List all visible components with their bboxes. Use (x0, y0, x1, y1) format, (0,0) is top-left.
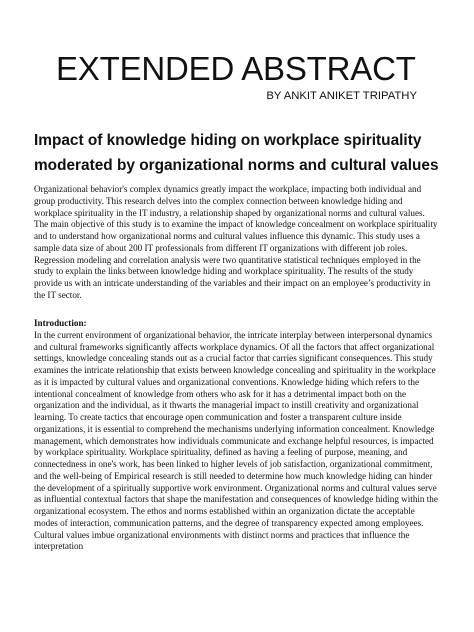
introduction-section (34, 318, 440, 553)
document-title: EXTENDED ABSTRACT (56, 50, 416, 87)
abstract-paragraph: Organizational behavior's complex dynamics greatly impact the workplace, impacting both individual and group productivity. This research delves into the complex connection between knowledge hiding and workplace spirituality in the IT industry, a relationship shaped by organizational norms and cultural values. The main objective of this study is to examine the impact of knowledge concealment on workplace spirituality and to understand how organizational norms and cultural values influence this dynamic. This study uses a sample data size of about 200 IT professionals from different IT organizations with different job roles. Regression modeling and correlation analysis were two quantitative statistical techniques employed in the study to explain the links between knowledge hiding and workplace spirituality. The results of the study provide us with an intricate understanding of the variables and their impact on an employee’s productivity in the IT sector. (34, 184, 438, 300)
introduction-heading: Introduction: (34, 318, 87, 328)
introduction-paragraph: In the current environment of organizational behavior, the intricate interplay between interpersonal dynamics and cultural frameworks significantly affects workplace dynamics. Of all the factors that affect organizational settings, knowledge concealing stands out as a crucial factor that carries significant consequences. This study examines the intricate relationship that exists between knowledge concealing and spirituality in the workplace as it is impacted by cultural values and organizational conventions. Knowledge hiding which refers to the intentional concealment of knowledge from others who ask for it has a detrimental impact both on the organization and the individual, as it thwarts the managerial impact to instill creativity and organizational learning. To create tactics that encourage open communication and foster a transparent culture inside organizations, it is essential to comprehend the mechanisms underlying information concealment. Knowledge management, which demonstrates how individuals communicate and exchange helpful resources, is impacted by workplace spirituality. Workplace spirituality, defined as having a feeling of purpose, meaning, and connectedness in one's work, has been linked to higher levels of job satisfaction, organizational commitment, and the well-being of Empirical research is still needed to determine how much knowledge hiding can hinder the development of a spiritually supportive work environment. Organizational norms and cultural values serve as influential contextual factors that shape the manifestation and consequences of knowledge hiding within the organizational ecosystem. The ethos and norms established within an organization dictate the acceptable modes of interaction, communication patterns, and the degree of transparency expected among employees. Cultural values imbue organizational environments with distinct norms and practices that influence the interpretation (34, 329, 438, 552)
author-line: BY ANKIT ANIKET TRIPATHY (266, 90, 417, 102)
paper-title: Impact of knowledge hiding on workplace spirituality moderated by organizational norms and cultural values (34, 132, 439, 174)
